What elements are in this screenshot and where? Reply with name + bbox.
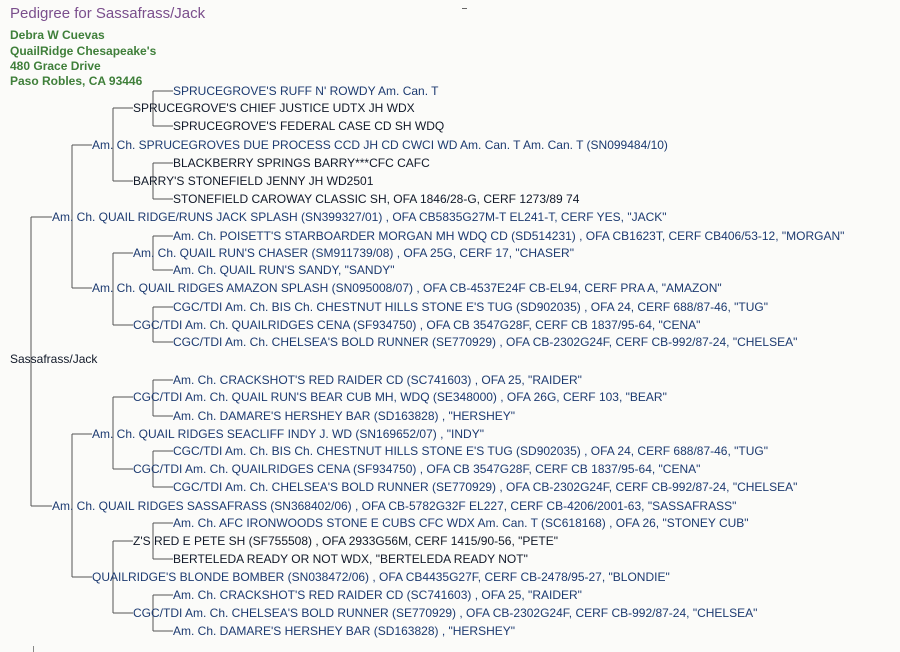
dam-d: QUAILRIDGE'S BLONDE BOMBER (SN038472/06) , OFA CB4435G27F, CERF CB-2478/95-27, "BLONDIE" [92,570,670,584]
owner-city: Paso Robles, CA 93446 [10,74,143,88]
dam-ds: Z'S RED E PETE SH (SF755508) , OFA 2933G56M, CERF 1415/90-56, "PETE" [133,534,558,548]
scan-speck [462,8,467,9]
page-title: Pedigree for Sassafrass/Jack [10,5,206,22]
subject-dog-name: Sassafrass/Jack [10,352,98,366]
dam-dss: Am. Ch. AFC IRONWOODS STONE E CUBS CFC WDX Am. Can. T (SC618168) , OFA 26, "STONEY CUB" [173,516,749,530]
sire-ssd: SPRUCEGROVE'S FEDERAL CASE CD SH WDQ [173,119,445,133]
sire: Am. Ch. QUAIL RIDGE/RUNS JACK SPLASH (SN399327/01) , OFA CB5835G27M-T EL241-T, CERF YES, "JACK" [52,210,667,224]
dam-dsd: BERTELEDA READY OR NOT WDX, "BERTELEDA READY NOT" [173,552,528,566]
dam-dds: Am. Ch. CRACKSHOT'S RED RAIDER CD (SC741603) , OFA 25, "RAIDER" [173,588,582,602]
dam: Am. Ch. QUAIL RIDGES SASSAFRASS (SN368402/06) , OFA CB-5782G32F EL227, CERF CB-4206/2001-63, "SASSAFRASS" [52,499,737,513]
dam-sss: Am. Ch. CRACKSHOT'S RED RAIDER CD (SC741603) , OFA 25, "RAIDER" [173,373,582,387]
dam-ssd: Am. Ch. DAMARE'S HERSHEY BAR (SD163828) , "HERSHEY" [173,409,516,423]
sire-dds: CGC/TDI Am. Ch. BIS Ch. CHESTNUT HILLS STONE E'S TUG (SD902035) , OFA 24, CERF 688/87-46, "TUG" [173,300,768,314]
sire-dsd: Am. Ch. QUAIL RUN'S SANDY, "SANDY" [173,263,395,277]
owner-name: Debra W Cuevas [10,28,105,42]
dam-s: Am. Ch. QUAIL RIDGES SEACLIFF INDY J. WD (SN169652/07) , "INDY" [92,427,484,441]
sire-dss: Am. Ch. POISETT'S STARBOARDER MORGAN MH WDQ CD (SD514231) , OFA CB1623T, CERF CB406/53-12, "MORGAN" [173,229,845,243]
sire-ddd: CGC/TDI Am. Ch. CHELSEA'S BOLD RUNNER (SE770929) , OFA CB-2302G24F, CERF CB-992/87-24, "CHELSEA" [173,335,798,349]
dam-sds: CGC/TDI Am. Ch. BIS Ch. CHESTNUT HILLS STONE E'S TUG (SD902035) , OFA 24, CERF 688/87-46, "TUG" [173,444,768,458]
sire-s: Am. Ch. SPRUCEGROVES DUE PROCESS CCD JH CD CWCI WD Am. Can. T Am. Can. T (SN099484/10) [92,138,668,152]
sire-ds: Am. Ch. QUAIL RUN'S CHASER (SM911739/08) , OFA 25G, CERF 17, "CHASER" [133,246,574,260]
scan-speck [33,646,34,652]
kennel-name: QuailRidge Chesapeake's [10,44,157,58]
dam-ddd: Am. Ch. DAMARE'S HERSHEY BAR (SD163828) , "HERSHEY" [173,624,516,638]
dam-sdd: CGC/TDI Am. Ch. CHELSEA'S BOLD RUNNER (SE770929) , OFA CB-2302G24F, CERF CB-992/87-24, "CHELSEA" [173,480,798,494]
sire-sd: BARRY'S STONEFIELD JENNY JH WD2501 [133,174,374,188]
dam-sd: CGC/TDI Am. Ch. QUAILRIDGES CENA (SF934750) , OFA CB 3547G28F, CERF CB 1837/95-64, "CENA" [133,462,701,476]
sire-sdd: STONEFIELD CAROWAY CLASSIC SH, OFA 1846/28-G, CERF 1273/89 74 [173,192,580,206]
sire-sds: BLACKBERRY SPRINGS BARRY***CFC CAFC [173,156,430,170]
owner-street: 480 Grace Drive [10,59,101,73]
sire-d: Am. Ch. QUAIL RIDGES AMAZON SPLASH (SN095008/07) , OFA CB-4537E24F CB-EL94, CERF PRA A, "AMAZON" [92,281,722,295]
sire-sss: SPRUCEGROVE'S RUFF N' ROWDY Am. Can. T [173,84,439,98]
dam-ss: CGC/TDI Am. Ch. QUAIL RUN'S BEAR CUB MH, WDQ (SE348000) , OFA 26G, CERF 103, "BEAR" [133,390,667,404]
sire-ss: SPRUCEGROVE'S CHIEF JUSTICE UDTX JH WDX [133,101,415,115]
sire-dd: CGC/TDI Am. Ch. QUAILRIDGES CENA (SF934750) , OFA CB 3547G28F, CERF CB 1837/95-64, "CENA" [133,318,701,332]
dam-dd: CGC/TDI Am. Ch. CHELSEA'S BOLD RUNNER (SE770929) , OFA CB-2302G24F, CERF CB-992/87-24, "CHELSEA" [133,606,758,620]
